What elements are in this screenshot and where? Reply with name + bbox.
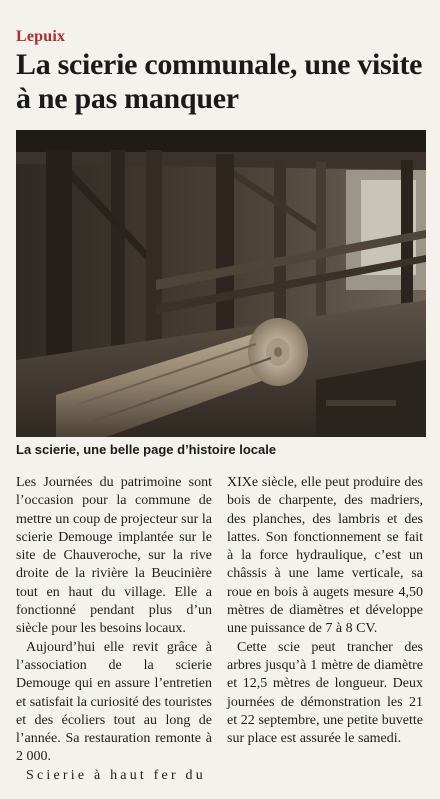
article-column-right <box>227 474 423 748</box>
paragraph: Les Journées du patrimoine sont l’occasion pour la commune de mettre un coup de projecteur sur la scierie Demouge implantée sur le site de Chauveroche, sur la rive droite de la rivière la Beucinière tout en haut du village. Elle a fonctionné pendant plus d’un siècle pour les besoins locaux. <box>16 475 212 637</box>
paragraph: XIXe siècle, elle peut produire des bois de charpente, des madriers, des planches, des lambris et des lattes. Son fonctionnement se fait à la force hydraulique, c’est un châssis à une lame verticale, sa roue en bois à augets mesure 4,50 mètres de diamètres et développe une puissance de 7 à 8 CV. <box>227 475 423 637</box>
paragraph: Scierie à haut fer du <box>26 767 206 783</box>
sawmill-photo <box>16 130 426 437</box>
paragraph: Cette scie peut trancher des arbres jusqu’à 1 mètre de diamètre et 12,5 mètres de longueur. Deux journées de démonstration les 21 et 22 septembre, une petite buvette sur place est assurée le samedi. <box>227 639 423 747</box>
kicker-location: Lepuix <box>16 28 66 45</box>
photo-caption: La scierie, une belle page d’histoire locale <box>16 442 277 457</box>
headline: La scierie communale, une visite à ne pas manquer <box>16 48 423 115</box>
article-column-left <box>16 474 212 785</box>
paragraph: Aujourd’hui elle revit grâce à l’association de la scierie Demouge qui en assure l’entretien et satisfait la curiosité des touristes et des écoliers tout au long de l’année. Sa restauration remonte à 2 000. <box>16 639 212 765</box>
